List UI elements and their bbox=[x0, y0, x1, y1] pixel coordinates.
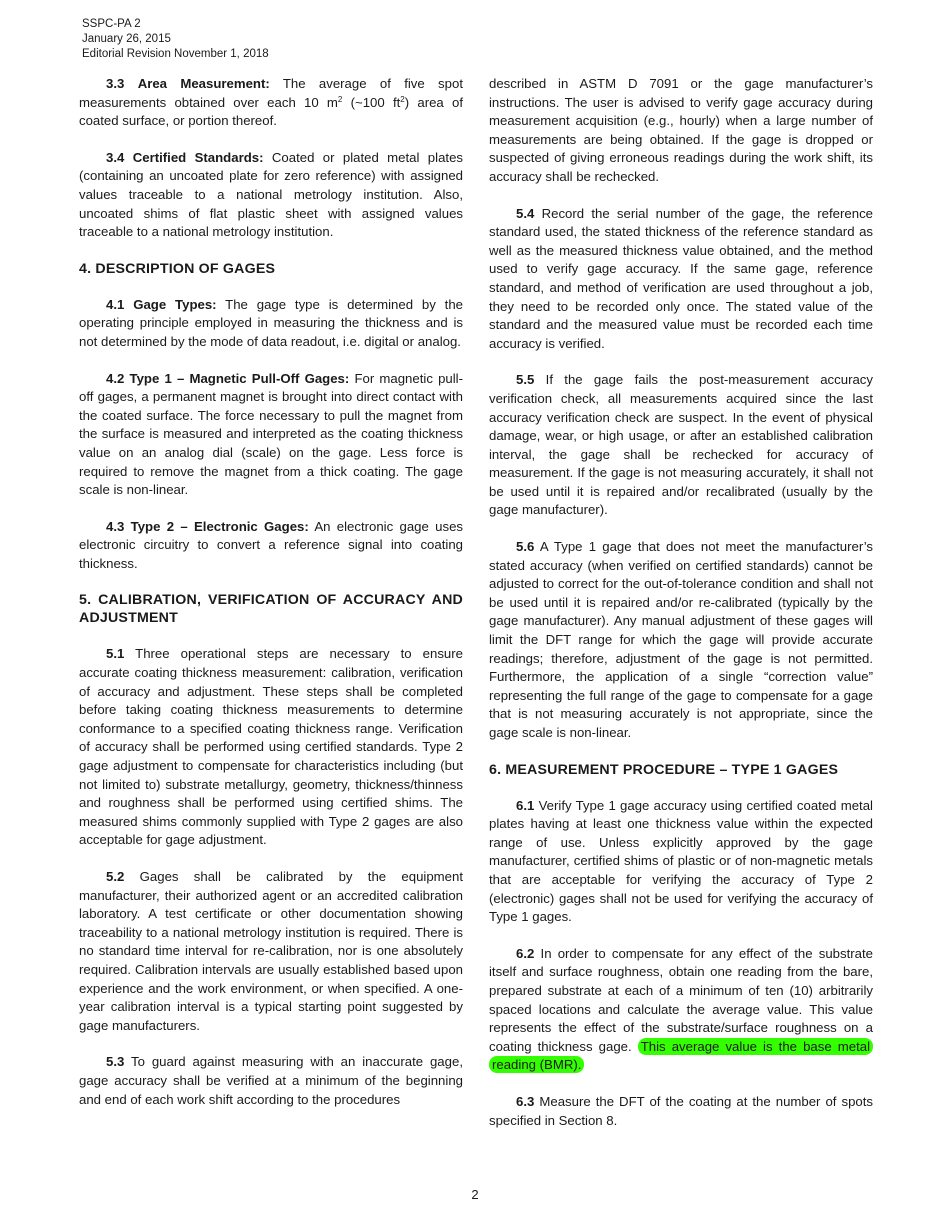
section-text: An electronic gage uses electronic circuitry to convert a reference signal into coating thickness. bbox=[79, 518, 463, 571]
section-3-3 bbox=[79, 75, 463, 131]
section-4-2 bbox=[79, 370, 463, 500]
section-title: Type 1 – Magnetic Pull-Off Gages: bbox=[129, 370, 350, 386]
section-text: Gages shall be calibrated by the equipment manufacturer, their authorized agent or an accredited calibration laboratory. A test certificate or other documentation showing traceability to a national metrology institution is required. There is no standard time interval for re-calibration, nor is one absolutely required. Calibration intervals are usually established based upon experience and the work environment, or when specified. A one-year calibration interval is a typical starting point suggested by gage manufacturers. bbox=[79, 869, 464, 1033]
section-text: Verify Type 1 gage accuracy using certified coated metal plates having at least one thickness value within the expected range of use. Unless explicitly approved by the gage manufacturer, certified shims of plastic or of non-magnetic metals that are acceptable for verifying the accuracy of Type 2 (electronic) gages shall not be used for verifying the accuracy of Type 1 gages. bbox=[489, 797, 873, 925]
section-5-3 bbox=[79, 1053, 463, 1109]
page-header bbox=[82, 17, 269, 62]
section-6-2 bbox=[489, 945, 873, 1075]
section-5-3-continued: described in ASTM D 7091 or the gage manufacturer’s instructions. The user is advised to verify gage accuracy during measurement acquisition (e.g., hourly) when a large number of measurements are being obtained. If the gage is dropped or suspected of giving erroneous readings during the work shift, its accuracy shall be rechecked. bbox=[489, 76, 873, 184]
section-label: 3.3 bbox=[106, 76, 125, 91]
section-label: 5.5 bbox=[516, 372, 535, 388]
section-label: 6.3 bbox=[516, 1093, 535, 1109]
section-4-1 bbox=[79, 296, 463, 352]
superscript: 2 bbox=[337, 94, 343, 104]
section-6-1 bbox=[489, 797, 873, 927]
section-text: In order to compensate for any effect of the substrate itself and surface roughness, obtain one reading from the bare, prepared substrate at each of a minimum of ten (10) arbitrarily spaced locations and calculate the average value. This value represents the effect of the substrate/surface roughness on a coating thickness gage. bbox=[489, 945, 873, 1054]
section-label: 3.4 bbox=[106, 149, 125, 165]
section-text: Coated or plated metal plates (containing an uncoated plate for zero reference) with assigned values traceable to a national metrology institution. Also, uncoated shims of flat plastic sheet with assigned values traceable to a national metrology institution. bbox=[79, 149, 463, 240]
section-label: 6.2 bbox=[516, 945, 535, 961]
section-label: 4.2 bbox=[106, 370, 125, 386]
section-title: Certified Standards: bbox=[132, 149, 264, 165]
highlighted-text: This average value is the base metal reading (BMR). bbox=[489, 1038, 873, 1074]
heading-5: 5. CALIBRATION, VERIFICATION OF ACCURACY AND ADJUSTMENT bbox=[79, 592, 463, 627]
section-label: 5.1 bbox=[106, 646, 125, 662]
heading-6: 6. MEASUREMENT PROCEDURE – TYPE 1 GAGES bbox=[489, 761, 839, 778]
page-number: 2 bbox=[471, 1187, 479, 1202]
section-text: (~100 ft bbox=[342, 94, 401, 110]
section-label: 5.2 bbox=[106, 869, 125, 884]
doc-id: SSPC-PA 2 bbox=[82, 18, 141, 30]
section-label: 5.6 bbox=[516, 539, 535, 555]
section-5-2 bbox=[79, 868, 463, 1035]
section-label: 4.1 bbox=[106, 296, 125, 312]
superscript: 2 bbox=[400, 94, 405, 104]
section-text: Three operational steps are necessary to ensure accurate coating thickness measurement: calibration, verification of accuracy and adjustment. These steps shall be completed before taking coating thickness measurements to determine conformance to a specified coating thickness range. Verification of accuracy shall be performed using certified standards. Type 2 gage adjustment to compensate for characteristics including (but not limited to) substrate metallurgy, geometry, thickness/thinness and roughness shall be performed using certified shims. The measured shims commonly supplied with Type 2 gages are also acceptable for gage adjustment. bbox=[79, 646, 463, 848]
doc-revision: Editorial Revision November 1, 2018 bbox=[82, 48, 269, 60]
section-5-6 bbox=[489, 538, 873, 743]
section-5-4 bbox=[489, 205, 873, 354]
section-title: Gage Types: bbox=[133, 296, 217, 312]
section-5-1 bbox=[79, 645, 463, 850]
section-text: For magnetic pull-off gages, a permanent magnet is brought into direct contact with the coated surface. The force necessary to pull the magnet from the surface is measured and interpreted as the coating thickness value on an analog dial (scale) on the gage. Less force is required to remove the magnet from a thick coating. The gage scale is non-linear. bbox=[79, 370, 463, 498]
section-text: If the gage fails the post-measurement accuracy verification check, all measurements acquired since the last accuracy verification check are suspect. In the event of physical damage, wear, or high usage, or after an established calibration interval, the gage shall be rechecked for accuracy of measurement. If the gage is not measuring accurately, it shall not be used until it is repaired and/or recalibrated (usually by the gage manufacturer). bbox=[489, 372, 873, 518]
section-label: 5.3 bbox=[106, 1054, 125, 1070]
section-text: ) area of coated surface, or portion thereof. bbox=[79, 94, 463, 129]
left-column bbox=[79, 75, 463, 1127]
section-5-5 bbox=[489, 371, 873, 520]
right-column bbox=[489, 75, 873, 1148]
section-6-3 bbox=[489, 1093, 873, 1130]
doc-date: January 26, 2015 bbox=[82, 33, 171, 45]
heading-4: 4. DESCRIPTION OF GAGES bbox=[79, 260, 276, 277]
section-3-4 bbox=[79, 149, 463, 242]
section-text: Measure the DFT of the coating at the number of spots specified in Section 8. bbox=[489, 1093, 874, 1128]
section-text: The gage type is determined by the operating principle employed in measuring the thickness and is not determined by the mode of data readout, i.e. digital or analog. bbox=[79, 296, 463, 349]
section-label: 4.3 bbox=[106, 518, 125, 534]
section-label: 6.1 bbox=[516, 797, 535, 813]
section-title: Area Measurement: bbox=[137, 76, 270, 91]
section-text: To guard against measuring with an inaccurate gage, gage accuracy shall be verified at a minimum of the beginning and end of each work shift according to the procedures bbox=[79, 1054, 463, 1107]
section-label: 5.4 bbox=[516, 205, 535, 221]
section-title: Type 2 – Electronic Gages: bbox=[130, 518, 309, 534]
section-text: Record the serial number of the gage, the reference standard used, the stated thickness of the reference standard as well as the measured thickness value obtained, and the method used to verify gage accuracy. If the same gage, reference standard, and method of verification are used throughout a job, they need to be recorded only once. The stated value of the standard and the measured value must be recorded each time accuracy is verified. bbox=[489, 205, 873, 351]
section-4-3 bbox=[79, 518, 463, 574]
section-text: A Type 1 gage that does not meet the manufacturer’s stated accuracy (when verified on certified standards) cannot be adjusted to correct for the out-of-tolerance condition and shall not be used until it is repaired and/or re-calibrated (typically by the gage manufacturer). Any manual adjustment of these gages will limit the DFT range for which the gage will provide accurate readings; therefore, adjustment of the gage is not permitted. Furthermore, the application of a single “correction value” representing the full range of the gage to compensate for a gage that is not measuring accurately is not appropriate, since the gage scale is non-linear. bbox=[489, 539, 873, 740]
section-text: The average of five spot measurements obtained over each 10 m bbox=[79, 76, 463, 110]
